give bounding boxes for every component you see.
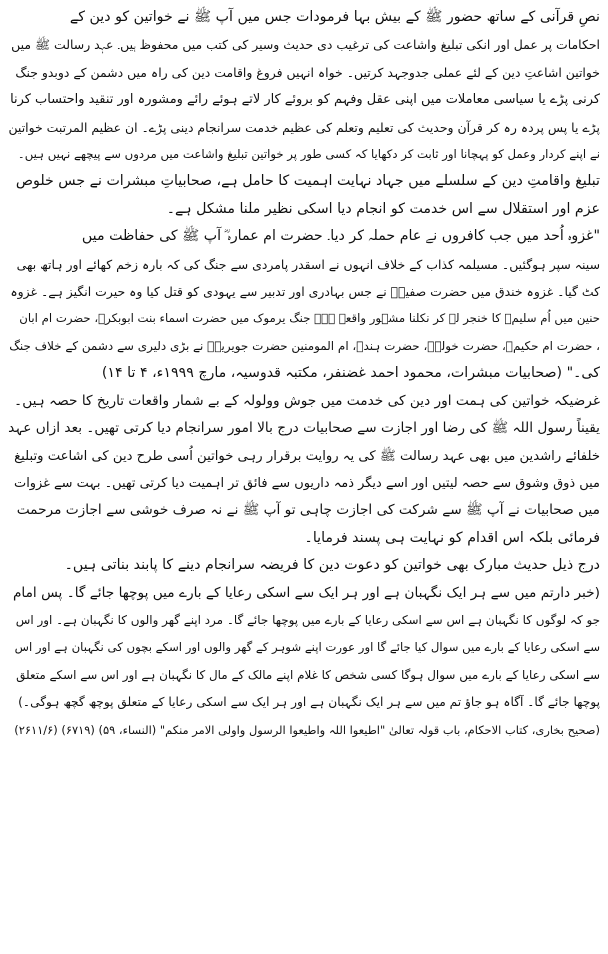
text-line: درج ذیل حدیث مبارک بھی خواتین کو دعوت دین کا فریضہ سرانجام دینے کا پابند بناتی ہیں۔ — [64, 557, 600, 574]
text-line: نصِ قرآنی کے ساتھ حضور ﷺ کے بیش بہا فرمودات جس میں آپ ﷺ نے خواتین کو دین کے — [69, 9, 600, 25]
text-line: جو کہ لوگوں کا نگہبان ہے اس سے اسکی رعایا کے بارے میں پوچھا جائے گا۔ مرد اپنے گھر والوں کا نگہبان ہے۔ اور اس — [15, 612, 600, 627]
paragraph-summary — [8, 388, 600, 552]
text-line: سے اسکی رعایا کے بارے میں سوال ہوگا کسی شخص کا غلام اپنے مالک کے مال کا نگہبان ہے اور اس سے اسکے متعلق — [16, 667, 600, 682]
text-line: خلفائے راشدین میں بھی عہد رسالت ﷺ کی یہ روایت برقرار رہی خواتین اُسی طرح دین کی اشاعت وتبلیغ — [14, 448, 600, 464]
text-line: سے اسکی رعایا کے بارے میں سوال کیا جائے گا اور عورت اپنے شوہر کے گھر والوں اور اسکے بچوں کی نگہبان ہے اور اس — [14, 640, 600, 655]
text-line: کرنی پڑے یا سیاسی معاملات میں اپنی عقل وفہم کو بروئے کار لاتے ہوئے رائے ومشورہ اور تنقید واحتساب کرنا — [10, 92, 600, 108]
text-line: پڑے یا پس پردہ رہ کر قرآن وحدیث کی تعلیم وتعلم کی عظیم خدمت سرانجام دینی پڑے۔ ان عظیم المرتبت خواتین — [8, 119, 600, 135]
text-line: عزم اور استقلال سے اس خدمت کو انجام دیا اسکی نظیر ملنا مشکل ہے۔ — [166, 200, 600, 217]
text-line: یقیناً رسول اللہ ﷺ کی رضا اور اجازت سے صحابیات درج بالا امور سرانجام دیا کرتی تھیں۔ بعد ازاں عہد — [8, 420, 600, 437]
paragraph-jihad — [8, 168, 600, 223]
paragraph-uhud-quote — [8, 223, 600, 387]
text-line: کٹ گیا۔ غزوہ خندق میں حضرت صفیہؓ نے جس بہادری اور تدبیر سے یہودی کو قتل کیا وہ حیرت انگیز ہے۔ غزوہ — [10, 284, 600, 300]
text-line: ، حضرت ام حکیمؓ، حضرت خولہؓ، حضرت ہندؓ، ام المومنین حضرت جویریہؓ نے بڑی دلیری سے دشمن کے خلاف جنگ — [9, 338, 600, 353]
text-line: نے اپنے کردار وعمل کو پہچانا اور ثابت کر دکھایا کہ کسی طور پر خواتین تبلیغ واشاعت میں مردوں سے پیچھے نہیں ہیں۔ — [17, 147, 600, 162]
text-line: میں ذوق وشوق سے حصہ لیتیں اور اسے دیگر ذمہ داریوں سے فائق تر اہمیت دیا کرتی تھیں۔ بہت سے غزوات — [14, 475, 600, 491]
text-line: حنین میں اُم سلیمؓ کا خنجر لے کر نکلنا مشہور واقعہ ہے۔ جنگ یرموک میں حضرت اسماء بنت ابوبکرؓ، حضرت ام ابان — [19, 311, 600, 326]
text-line: پوچھا جائے گا۔ آگاہ ہو جاؤ تم میں سے ہر ایک نگہبان ہے اور ہر ایک سے اسکی رعایا کے متعلق پوچھ گچھ ہوگی۔) — [18, 695, 600, 710]
text-line: میں صحابیات نے آپ ﷺ سے شرکت کی اجازت چاہی تو آپ ﷺ نے نہ صرف خوشی سے اجازت مرحمت — [16, 502, 600, 519]
paragraph-hadith-intro — [8, 552, 600, 579]
text-line: سینہ سپر ہوگئیں۔ مسیلمہ کذاب کے خلاف انہوں نے اسقدر پامردی سے جنگ کی کہ بارہ زخم کھائے اور ہاتھ بھی — [16, 256, 600, 272]
text-line: (خبر دارتم میں سے ہر ایک نگہبان ہے اور ہر ایک سے اسکی رعایا کے بارے میں پوچھا جائے گا۔ پس امام — [12, 584, 600, 601]
urdu-text-body — [8, 4, 600, 744]
citation-line: (صحیح بخاری، کتاب الاحکام، باب قولہ تعالیٰ "اطیعوا اللہ واطیعوا الرسول واولی الامر منکم" (النساء، ۵۹) (۶۷۱۹) (۲۶۱۱/۶) — [14, 722, 600, 737]
text-line: تبلیغ واقامتِ دین کے سلسلے میں جہاد نہایت اہمیت کا حامل ہے، صحابیاتِ مبشرات نے جس خلوص — [15, 173, 600, 190]
text-line: "غزوہ اُحد میں جب کافروں نے عام حملہ کر دیا۔ حضرت ام عمارہ ؓ آپ ﷺ کی حفاظت میں — [81, 228, 600, 245]
text-line: فرمائی بلکہ اس اقدام کو نہایت ہی پسند فرمایا۔ — [304, 529, 600, 546]
text-line: احکامات پر عمل اور انکی تبلیغ واشاعت کی ترغیب دی حدیث وسیر کی کتب میں محفوظ ہیں۔ عہد رسالت ﷺ میں — [11, 37, 600, 53]
paragraph-hadith — [8, 580, 600, 744]
citation-line: کی۔" (صحابیات مبشرات، محمود احمد غضنفر، مکتبہ قدوسیہ، مارچ ۱۹۹۹ء، ۴ تا ۱۴) — [101, 365, 600, 382]
text-line: خواتین اشاعتِ دین کے لئے عملی جدوجہد کرتیں۔ خواہ انہیں فروغ واقامت دین کی راہ میں دشمن کے دوبدو جنگ — [15, 64, 600, 80]
paragraph-intro — [8, 4, 600, 168]
text-line: غرضیکہ خواتین کی ہمت اور دین کی خدمت میں جوش وولولہ کے بے شمار واقعات تاریخ کا حصہ ہیں۔ — [14, 392, 600, 409]
